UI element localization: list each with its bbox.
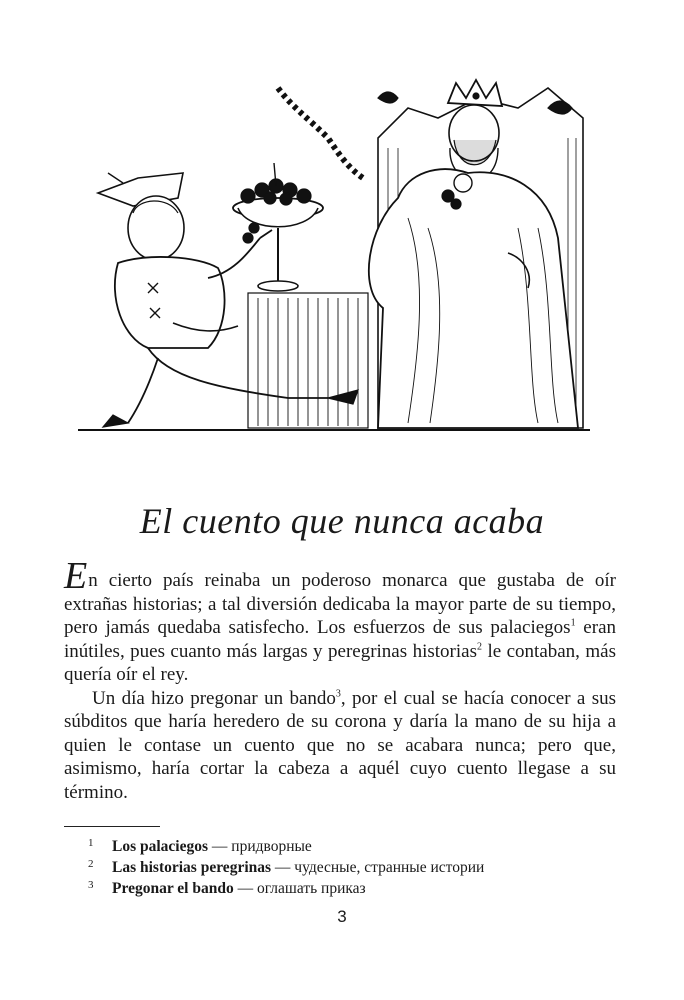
drop-cap: E xyxy=(64,555,88,597)
footnote-gloss: — оглашать приказ xyxy=(233,880,366,897)
footnote-gloss: — чудесные, странные истории xyxy=(271,859,485,876)
paragraph-1 xyxy=(64,555,616,687)
paragraph-2-text-a: Un día hizo pregonar un bando xyxy=(92,687,336,709)
footnotes xyxy=(88,836,608,899)
story-text xyxy=(64,555,617,804)
paragraph-1-text-b: eran inútiles, pues cuanto más largas y peregrinas historias xyxy=(64,617,616,662)
king-and-storyteller-illustration xyxy=(78,78,590,438)
footnote-ref-3[interactable]: 3 xyxy=(335,688,341,700)
paragraph-2 xyxy=(64,687,616,805)
footnote-number: 2 xyxy=(88,858,94,870)
footnote-2 xyxy=(88,857,608,878)
footnote-term: Las historias peregrinas xyxy=(112,859,272,876)
page-number: 3 xyxy=(337,907,347,926)
footnote-divider xyxy=(64,826,160,827)
footnote-ref-2[interactable]: 2 xyxy=(476,641,482,653)
footnote-3 xyxy=(88,878,608,899)
paragraph-1-text-c: le contaban, más quería oír el rey. xyxy=(64,640,616,685)
footnote-term: Pregonar el bando xyxy=(112,880,234,897)
footnote-number: 3 xyxy=(88,879,94,891)
paragraph-1-text-a: n cierto país reinaba un poderoso monarca que gustaba de oír extrañas historias; a tal diversión dedicaba la mayor parte de su tiempo, pero jamás quedaba satisfecho. Los esfuerzos de sus palaciegos xyxy=(64,570,616,638)
footnote-1 xyxy=(88,836,608,857)
footnote-gloss: — придворные xyxy=(208,838,312,855)
story-title: El cuento que nunca acaba xyxy=(139,501,545,541)
paragraph-2-text-b: , por el cual se hacía conocer a sus súbditos que haría heredero de su corona y daría la mano de su hija a quien le contase un cuento que no se acabara nunca; pero que, asimismo, haría cortar la cabeza a aquél cuyo cuento llegase a su término. xyxy=(64,687,617,803)
footnote-term: Los palaciegos xyxy=(112,838,209,855)
footnote-ref-1[interactable]: 1 xyxy=(570,617,576,629)
footnote-number: 1 xyxy=(88,837,94,849)
